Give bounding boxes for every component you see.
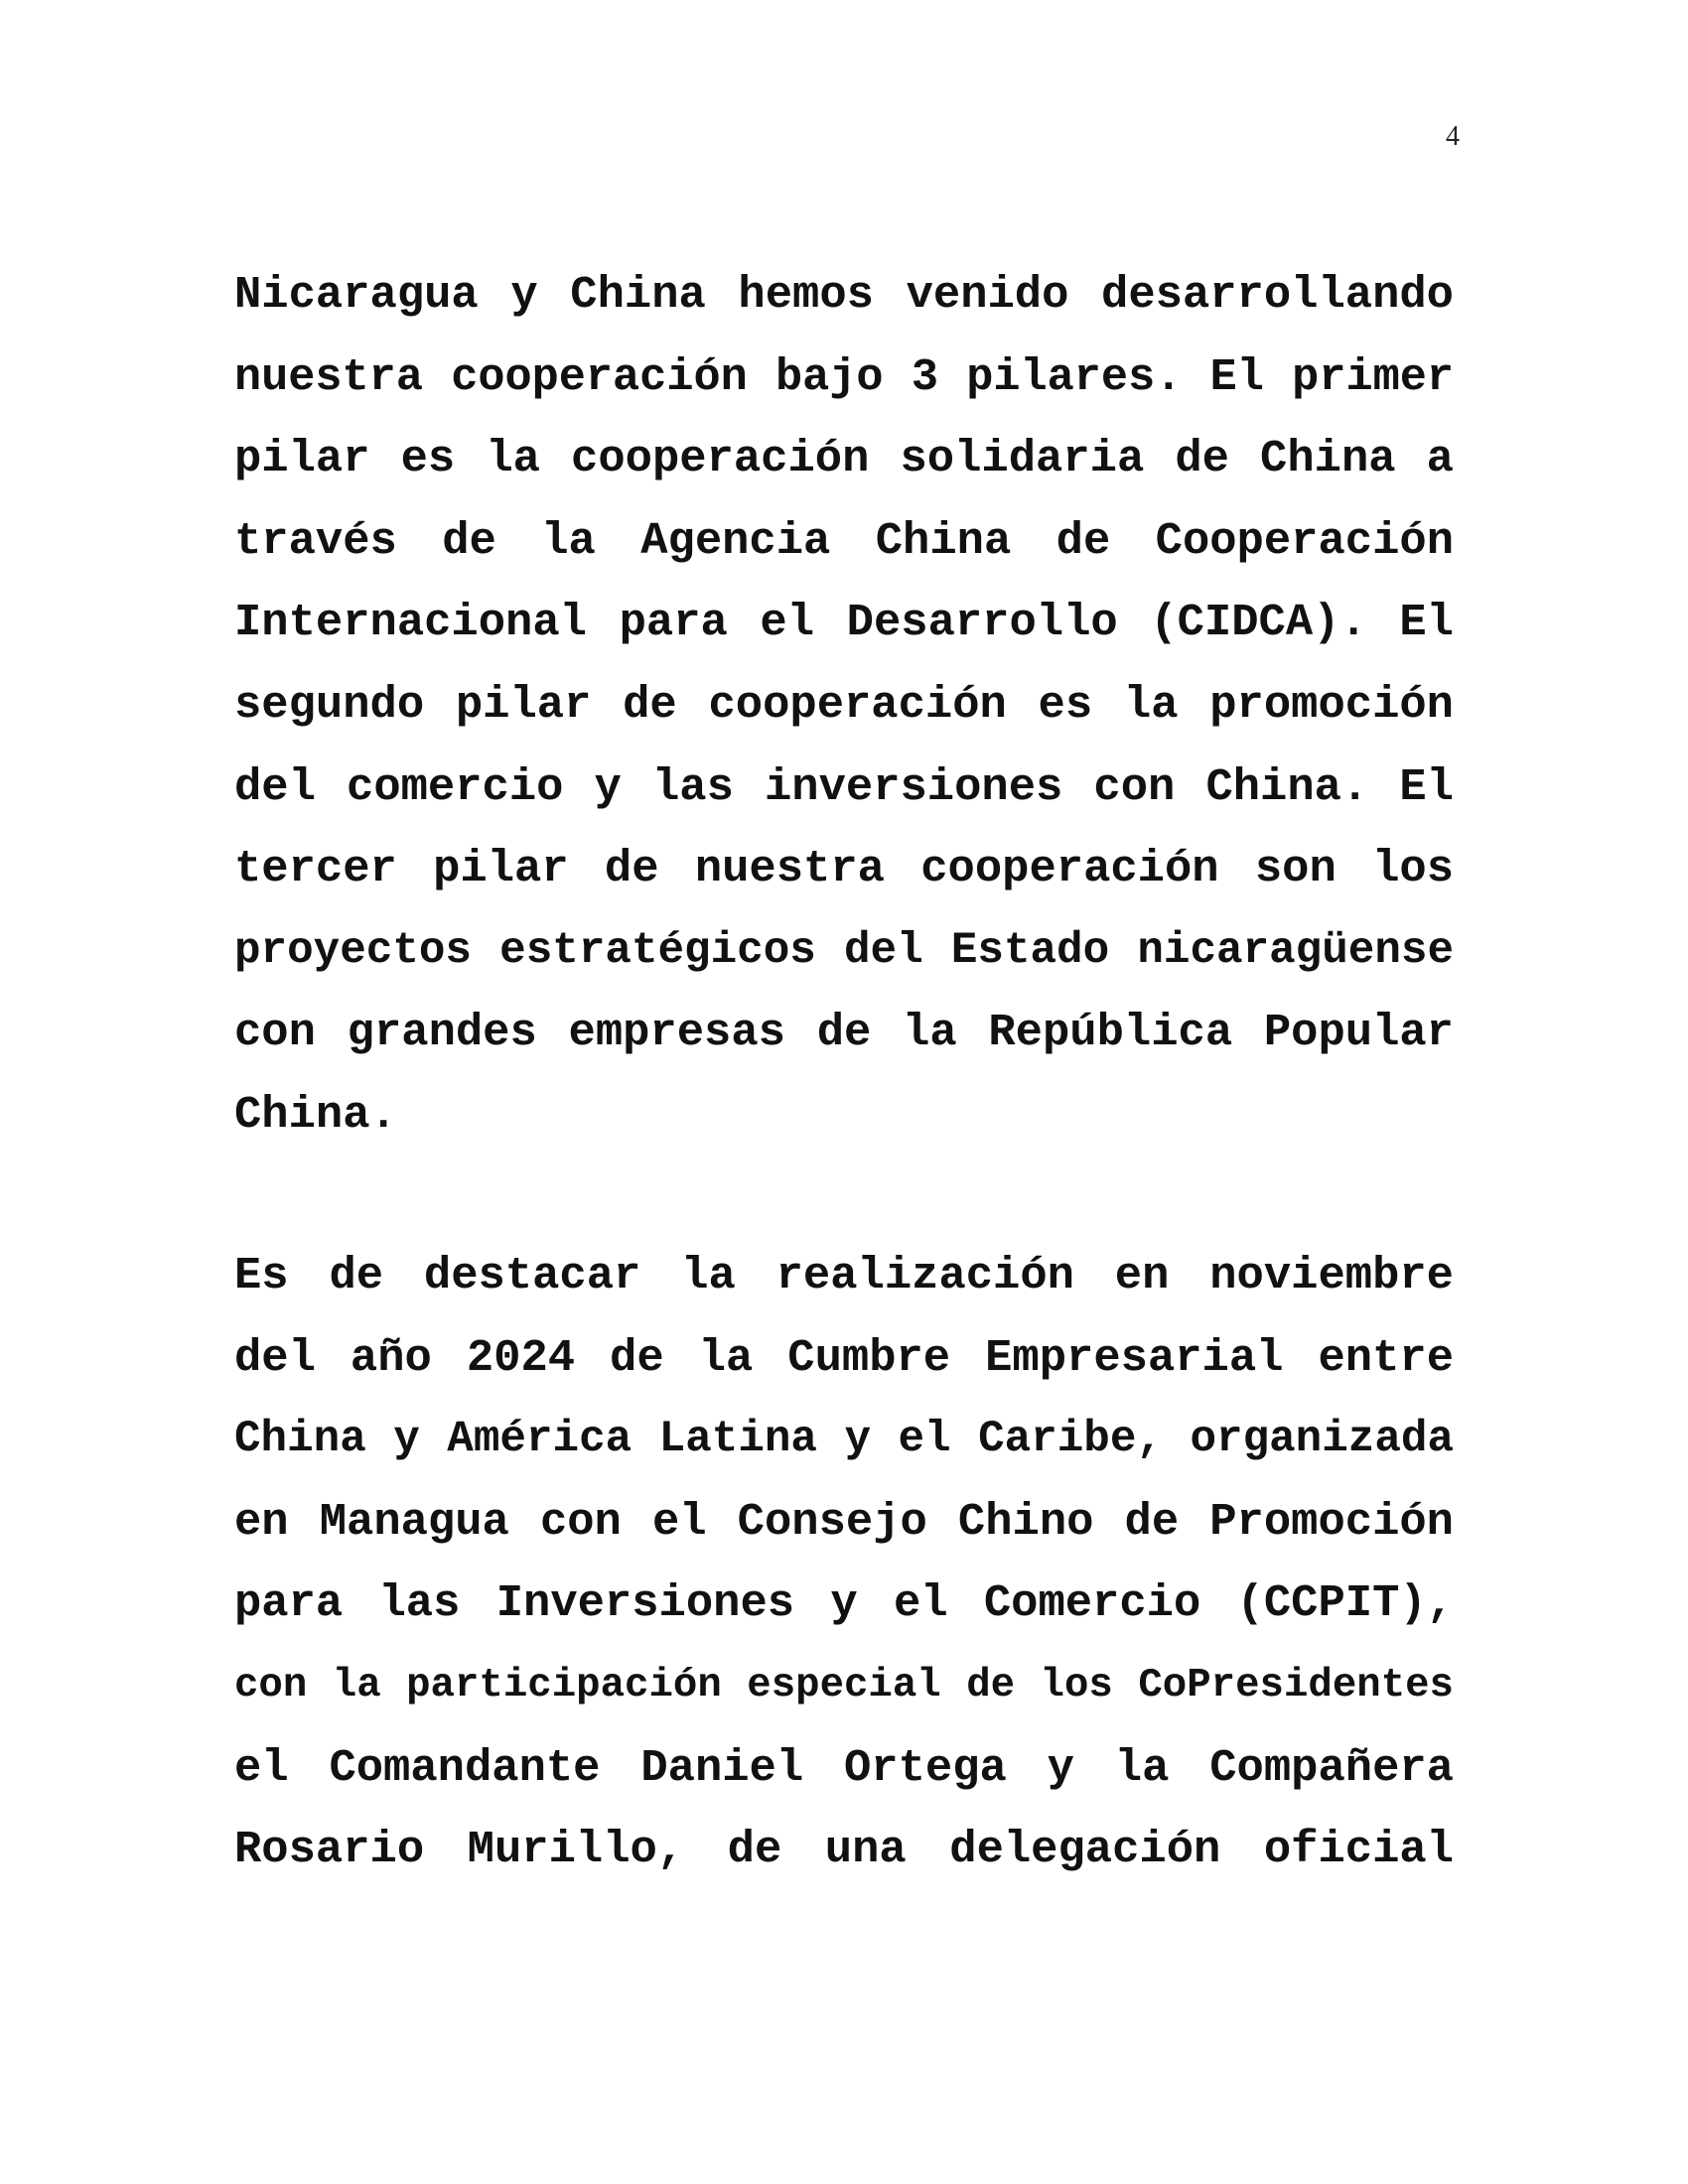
text-line: China y América Latina y el Caribe, organizada	[234, 1415, 1454, 1465]
text-line: proyectos estratégicos del Estado nicaragüense	[234, 925, 1454, 976]
text-line: para las Inversiones y el Comercio (CCPIT),	[234, 1577, 1454, 1630]
paragraph-cooperation-pillars	[234, 254, 1454, 1157]
text-line: través de la Agencia China de Cooperación	[234, 514, 1454, 567]
text-line: del comercio y las inversiones con China. El	[234, 760, 1454, 813]
text-line: con la participación especial de los CoPresidentes	[234, 1662, 1454, 1708]
text-line: nuestra cooperación bajo 3 pilares. El primer	[234, 350, 1454, 403]
paragraph-business-summit	[234, 1235, 1454, 1891]
text-line: Es de destacar la realización en noviembre	[234, 1250, 1454, 1301]
text-line: pilar es la cooperación solidaria de China a	[234, 433, 1454, 485]
text-line: en Managua con el Consejo Chino de Promoción	[234, 1495, 1454, 1548]
text-line: Rosario Murillo, de una delegación oficial	[234, 1824, 1454, 1876]
text-line: con grandes empresas de la República Popular	[234, 1007, 1454, 1059]
text-line: del año 2024 de la Cumbre Empresarial entre	[234, 1331, 1454, 1384]
page-number: 4	[1446, 121, 1460, 152]
text-line: el Comandante Daniel Ortega y la Compañera	[234, 1741, 1454, 1794]
text-line: tercer pilar de nuestra cooperación son los	[234, 843, 1454, 895]
text-line: Internacional para el Desarrollo (CIDCA). El	[234, 597, 1454, 649]
text-line: Nicaragua y China hemos venido desarrollando	[234, 269, 1454, 321]
text-line: China.	[234, 1088, 397, 1141]
text-line: segundo pilar de cooperación es la promoción	[234, 678, 1454, 731]
